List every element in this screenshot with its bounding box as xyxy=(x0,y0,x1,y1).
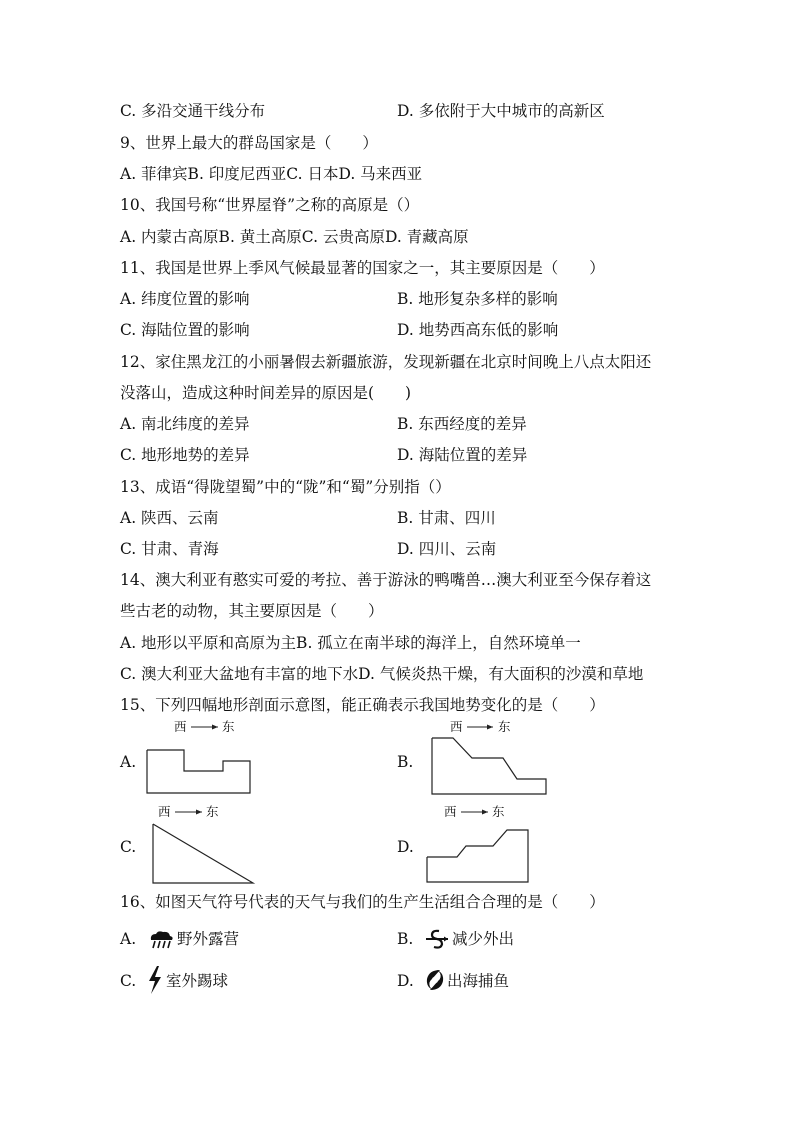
q10-options: A. 内蒙古高原B. 黄土高原C. 云贵高原D. 青藏高原 xyxy=(120,228,469,246)
q11-option-a: A. 纬度位置的影响 xyxy=(120,290,250,308)
west-label: 西 xyxy=(450,719,463,734)
q10-stem: 10、我国号称“世界屋脊”之称的高原是（） xyxy=(120,196,420,214)
q11-option-d: D. 地势西高东低的影响 xyxy=(397,321,559,339)
typhoon-icon xyxy=(424,968,446,996)
q16-option-a-text: 野外露营 xyxy=(177,930,240,948)
q13-option-d: D. 四川、云南 xyxy=(397,540,497,558)
q16-option-c-text: 室外踢球 xyxy=(166,972,229,990)
profile-diagram-c xyxy=(140,800,265,886)
east-label: 东 xyxy=(222,719,235,734)
east-label: 东 xyxy=(206,804,219,819)
q14-stem-line1: 14、澳大利亚有憨实可爱的考拉、善于游泳的鸭嘴兽…澳大利亚至今保存着这 xyxy=(120,571,652,589)
q14-options-cd: C. 澳大利亚大盆地有丰富的地下水D. 气候炎热干燥，有大面积的沙漠和草地 xyxy=(120,665,644,683)
lightning-icon xyxy=(146,966,164,998)
q8-option-c: C. 多沿交通干线分布 xyxy=(120,102,266,120)
q15-label-a: A. xyxy=(120,753,137,771)
q13-option-c: C. 甘肃、青海 xyxy=(120,540,219,558)
profile-diagram-d xyxy=(420,800,538,886)
profile-diagram-a xyxy=(140,716,260,800)
q14-stem-line2: 些古老的动物，其主要原因是（ ） xyxy=(120,602,384,620)
q12-stem-line2: 没落山，造成这种时间差异的原因是( ) xyxy=(120,384,412,402)
q12-option-d: D. 海陆位置的差异 xyxy=(397,446,528,464)
q12-option-c: C. 地形地势的差异 xyxy=(120,446,250,464)
q9-stem: 9、世界上最大的群岛国家是（ ） xyxy=(120,134,378,152)
east-label: 东 xyxy=(492,804,505,819)
profile-diagram-b xyxy=(420,716,555,800)
q12-option-a: A. 南北纬度的差异 xyxy=(120,415,250,433)
q14-options-ab: A. 地形以平原和高原为主B. 孤立在南半球的海洋上，自然环境单一 xyxy=(120,634,581,652)
west-label: 西 xyxy=(158,804,171,819)
thunderstorm-rain-icon xyxy=(147,929,175,953)
west-label: 西 xyxy=(444,804,457,819)
q15-label-b: B. xyxy=(397,753,414,771)
q11-option-c: C. 海陆位置的影响 xyxy=(120,321,250,339)
east-label: 东 xyxy=(498,719,511,734)
q12-stem-line1: 12、家住黑龙江的小丽暑假去新疆旅游，发现新疆在北京时间晚上八点太阳还 xyxy=(120,353,652,371)
q16-option-d-text: 出海捕鱼 xyxy=(447,972,510,990)
q16-label-b: B. xyxy=(397,930,414,948)
sandstorm-icon xyxy=(424,928,450,954)
q16-label-d: D. xyxy=(397,972,414,990)
west-label: 西 xyxy=(174,719,187,734)
q15-label-d: D. xyxy=(397,838,414,856)
q11-stem: 11、我国是世界上季风气候最显著的国家之一，其主要原因是（ ） xyxy=(120,259,605,277)
q15-label-c: C. xyxy=(120,838,137,856)
q16-stem: 16、如图天气符号代表的天气与我们的生产生活组合合理的是（ ） xyxy=(120,893,605,911)
profile-a-svg xyxy=(140,716,260,800)
q13-option-b: B. 甘肃、四川 xyxy=(397,509,496,527)
q12-option-b: B. 东西经度的差异 xyxy=(397,415,527,433)
q13-stem: 13、成语“得陇望蜀”中的“陇”和“蜀”分别指（） xyxy=(120,478,451,496)
profile-b-svg xyxy=(420,716,555,800)
q8-option-d: D. 多依附于大中城市的高新区 xyxy=(397,102,605,120)
q15-stem: 15、下列四幅地形剖面示意图，能正确表示我国地势变化的是（ ） xyxy=(120,696,605,714)
profile-c-svg xyxy=(140,800,265,886)
profile-d-svg xyxy=(420,800,538,886)
q16-label-c: C. xyxy=(120,972,137,990)
q16-label-a: A. xyxy=(120,930,137,948)
q9-options: A. 菲律宾B. 印度尼西亚C. 日本D. 马来西亚 xyxy=(120,165,423,183)
q16-option-b-text: 减少外出 xyxy=(452,930,515,948)
q13-option-a: A. 陕西、云南 xyxy=(120,509,219,527)
q11-option-b: B. 地形复杂多样的影响 xyxy=(397,290,558,308)
